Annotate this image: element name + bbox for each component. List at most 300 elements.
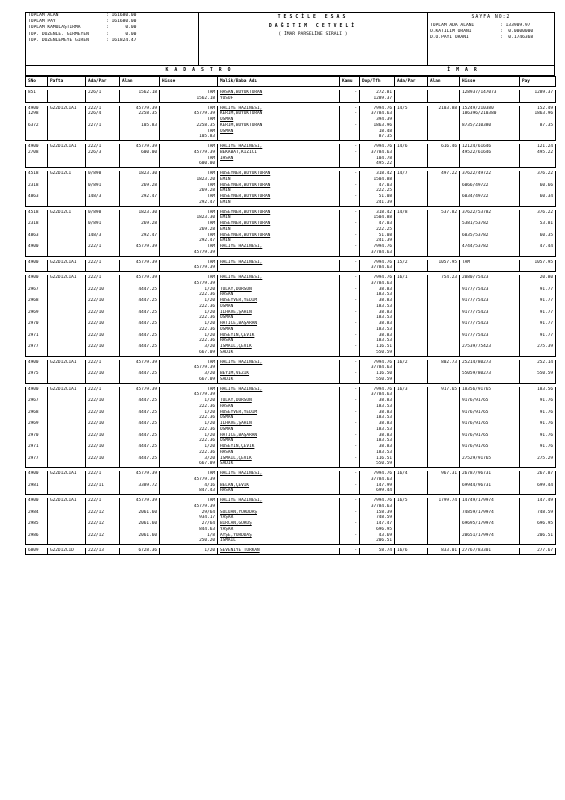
table-cell: OSMAN [218,415,340,421]
table-cell: KERİM,BÜYÜKTURAN [218,123,340,129]
table-cell: 16/3 [395,387,428,393]
table-cell: 27539/75423 [460,344,520,350]
header-label: TOPLAM ALAN [28,13,59,18]
table-cell: HALİYE HAZİNESİ, [218,387,340,393]
table-cell: - [340,183,360,189]
table-cell: - [340,275,360,281]
table-cell: 45779.39 [120,144,160,150]
table-cell: 45779.39 [120,471,160,477]
table-cell: G22D12C1 [48,171,86,177]
table-cell: 2258.35 [120,111,160,117]
table-cell: 2969 [26,421,48,427]
table-cell: 16/5 [395,498,428,504]
table-cell: 222.36 [160,292,218,298]
table-cell: 38.83 [360,444,395,450]
table-cell: 91.76 [520,444,556,450]
table-cell: 7994.76 [360,244,395,250]
table-cell: 16/1 [395,275,428,281]
table-cell: HÜSEYİN,ÇEVİK [218,444,340,450]
table-cell: HÜSEYNER,BÜYÜKTURAN [218,194,340,200]
table-cell: 600.00 [160,161,218,167]
table-cell: OSMAN [218,315,340,321]
table-cell: 550.59 [360,377,395,383]
table-cell: TÜLAY,DURSUN [218,287,340,293]
table-cell: - [340,510,360,516]
table-cell: 222/10 [86,410,120,416]
table-cell: HÜSEYNER,BÜYÜKTURAN [218,221,340,227]
column-header: Ada/Par [395,77,428,87]
column-header: Dop/Tfh [360,77,395,87]
table-cell: İSMAİL [218,538,340,544]
table-cell: 186396/210380 [460,111,520,117]
table-cell: 37622/49722 [460,171,520,177]
table-cell: 227/1 [86,123,120,129]
table-cell: 1863.96 [520,111,556,117]
table-cell: 376.22 [520,171,556,177]
table-cell: EMİN [218,200,340,206]
table-cell: HATİCE,BAŞARAN [218,433,340,439]
table-cell: 26787/96731 [460,471,520,477]
table-cell: 1/20 [160,287,218,293]
table-cell: 2061.60 [120,533,160,539]
table-cell: - [340,244,360,250]
table-cell: 4447.25 [120,398,160,404]
table-cell: HÜSEYVER,YEDİM [218,410,340,416]
table-cell: 7994.76 [360,498,395,504]
table-cell: 318.42 [360,171,395,177]
table-cell: 55059/80273 [460,371,520,377]
table-cell: 91.77 [520,287,556,293]
table-cell: 222/10 [86,321,120,327]
table-cell: 105.83 [160,134,218,140]
header-label: TOPLAM KAMULAŞTIRMA [28,25,81,31]
table-cell: 45779.39 [160,477,218,483]
table-cell: EMİN [218,227,340,233]
table-cell: 37784.63 [360,265,395,271]
header-value: : 161824.47 [106,37,137,43]
table-cell: 183.53 [360,304,395,310]
table-cell: 748.59 [360,515,395,521]
table-cell: - [340,433,360,439]
table-cell: - [340,456,360,462]
table-cell: HALİYE HAZİNESİ, [218,360,340,366]
table-cell: 4900 [26,387,48,393]
column-header: Alan [120,77,160,87]
table-cell: 9177/75423 [460,298,520,304]
table-cell: 183.56 [520,387,556,393]
band-kadastro: KADASTRO [165,68,237,73]
table-cell: HÜSEYNER,BÜYÜKTURAN [218,233,340,239]
header-label: TOPLAM ADA ALANI [430,23,475,28]
table-cell: 4447.25 [120,433,160,439]
table-cell: 222/10 [86,421,120,427]
table-cell: 3389.72 [120,483,160,489]
table-cell: HALİYE HAZİNESİ, [218,244,340,250]
table-cell: HALİYE HAZİNESİ, [218,106,340,112]
column-header: Ada/Par [86,77,120,87]
table-cell: 45779.39 [160,365,218,371]
table-cell: 1823.20 [160,177,218,183]
table-cell: - [340,421,360,427]
table-cell: TAM [160,171,218,177]
table-cell: 4447.25 [120,310,160,316]
header-value: : 0.1746368 [500,35,534,41]
table-cell: 91.77 [520,298,556,304]
table-cell: 222/1 [86,144,120,150]
table-cell: 2971 [26,444,48,450]
table-cell: 45779.39 [120,360,160,366]
table-cell: 45779.39 [160,111,218,117]
table-cell: 60.35 [520,233,556,239]
table-cell: 37784.63 [360,281,395,287]
table-cell: 148/3 [86,233,120,239]
table-cell: 1/20 [160,333,218,339]
table-cell: 16/4 [395,471,428,477]
table-cell: 4863 [26,233,48,239]
table-cell: 105.83 [120,123,160,129]
table-cell: 3/20 [160,371,218,377]
table-cell: HATİCE,BAŞARAN [218,321,340,327]
table-cell: HASAN [218,404,340,410]
table-cell: 1823.30 [120,210,160,216]
table-cell: 2968 [26,410,48,416]
table-cell: 1/20 [160,444,218,450]
table-cell: 967.31 [428,471,460,477]
table-cell: 183.53 [360,438,395,444]
table-cell: 7994.76 [360,387,395,393]
table-cell: 60.66 [520,183,556,189]
table-cell: TAM [160,144,218,150]
table-cell: 667.09 [160,461,218,467]
table-cell: 699.44 [520,483,556,489]
table-cell: HÜSEYVER,YEDİM [218,298,340,304]
table-cell: 0/891 [86,183,120,189]
table-cell: 696.95 [520,521,556,527]
table-cell: 14/5 [395,106,428,112]
parcel-group [26,498,556,545]
table-cell: 7994.76 [360,360,395,366]
table-cell: 226/4 [86,111,120,117]
table-cell: 2967 [26,398,48,404]
table-cell: 20.80 [520,275,556,281]
table-cell: 9176/91765 [460,444,520,450]
table-cell: 2318 [26,183,48,189]
table-cell: TAM [160,471,218,477]
table-cell: 844.63 [160,527,218,533]
table-cell: 4447.25 [120,333,160,339]
table-cell: 2318 [26,221,48,227]
table-cell: 269.28 [120,183,160,189]
table-cell: OSMAN [218,129,340,135]
table-cell: 38.83 [360,410,395,416]
table-cell: BELAN,ÇEVİK [218,483,340,489]
table-cell: 69695/179974 [460,521,520,527]
table-cell: 1799.74 [428,498,460,504]
table-cell: 183.53 [360,404,395,410]
table-cell: TAM [160,244,218,250]
table-cell: KERİM,BÜYÜKTURAN [218,111,340,117]
table-cell: - [340,123,360,129]
table-cell: 6809 [26,548,48,554]
table-cell: 147.99 [360,483,395,489]
table-cell: 222.36 [160,415,218,421]
table-cell: 1562.18 [120,90,160,96]
table-cell: 183.53 [360,327,395,333]
table-cell: 495.22 [520,150,556,156]
table-cell: 60.34 [520,194,556,200]
table-cell: 222/10 [86,371,120,377]
table-cell: - [340,444,360,450]
table-cell: - [340,287,360,293]
table-cell: 183.53 [360,292,395,298]
table-cell: - [340,221,360,227]
table-cell: 833.01 [428,548,460,554]
table-cell: 1/20 [160,310,218,316]
table-cell: 4900 [26,106,48,112]
table-cell: G22D12C1A1 [48,387,86,393]
table-cell: 49522/61646 [460,150,520,156]
table-cell: 1/20 [160,548,218,554]
table-cell: 158.39 [360,510,395,516]
table-cell: 45779.39 [160,504,218,510]
table-cell: 754.23 [428,275,460,281]
table-cell: - [340,410,360,416]
table-cell: 7994.76 [360,275,395,281]
table-cell: TAM [160,210,218,216]
table-cell: 1562.18 [160,96,218,102]
table-cell: 91.76 [520,433,556,439]
table-cell: - [340,210,360,216]
table-cell: 318.42 [360,210,395,216]
table-cell: 1/20 [160,433,218,439]
table-cell: 148/3 [86,194,120,200]
table-cell: TAM [160,360,218,366]
table-cell: 15/2 [395,260,428,266]
table-cell: 116.51 [360,344,395,350]
table-cell: 152.49 [520,106,556,112]
table-cell: G22D12C1A1 [48,260,86,266]
table-cell: HALİYE HAZİNESİ, [218,144,340,150]
table-cell: 241.39 [360,238,395,244]
column-header: Hisse [460,77,520,87]
table-cell: HALİYE HAZİNESİ, [218,275,340,281]
table-cell: 29/64 [160,510,218,516]
document-header [25,12,555,66]
table-cell: 222/10 [86,333,120,339]
table-cell: 2968 [26,298,48,304]
table-cell: EMİN [218,215,340,221]
table-cell: 292.47 [120,194,160,200]
table-cell: 51.08 [360,233,395,239]
table-cell: 222.36 [160,450,218,456]
table-cell: 1289.37 [360,96,395,102]
table-cell: TAM [460,260,520,266]
table-cell: 9176/91765 [460,433,520,439]
header-label: TOP. DÜZENLEMEYE GİREN [28,37,89,43]
table-cell: 222/1 [86,106,120,112]
parcel-group [26,471,556,495]
table-cell: 45779.39 [160,150,218,156]
table-cell: 91.76 [520,410,556,416]
table-cell: 183.53 [360,415,395,421]
parcel-group [26,360,556,384]
table-cell: 183.53 [360,450,395,456]
table-cell: 4900 [26,144,48,150]
table-cell: 9177/75423 [460,333,520,339]
table-cell: 4900 [26,498,48,504]
table-cell: 45779.39 [160,265,218,271]
table-cell: - [340,387,360,393]
table-cell: HASAN [218,450,340,456]
table-cell: 1504.88 [360,177,395,183]
table-cell: 269.28 [120,221,160,227]
table-cell: HALİYE HAZİNESİ, [218,471,340,477]
table-cell: 14/7 [395,171,428,177]
table-cell: 292.47 [120,233,160,239]
table-cell: 91.77 [520,333,556,339]
table-cell: 6372 [26,123,48,129]
table-cell: 6035/53782 [460,233,520,239]
table-cell: - [340,171,360,177]
table-cell: 1289.37 [520,90,556,96]
table-cell: 16/6 [395,548,428,554]
table-cell: 116.50 [360,371,395,377]
header-value: : 0.00 [106,25,137,31]
table-cell: - [340,360,360,366]
table-cell: 2258.35 [160,123,218,129]
table-cell: 9177/75423 [460,321,520,327]
table-cell: TAM [160,260,218,266]
table-cell: 18356/91765 [460,387,520,393]
table-cell: 1/20 [160,421,218,427]
table-cell: 2969 [26,310,48,316]
table-cell: - [340,233,360,239]
table-cell: 38.83 [360,298,395,304]
table-cell: 183.53 [360,338,395,344]
table-cell: 7994.76 [360,471,395,477]
table-cell: 4447.25 [120,371,160,377]
table-cell: 38.83 [360,398,395,404]
parcel-group [26,275,556,356]
table-cell: 4518 [26,210,48,216]
column-header: Kamu [340,77,360,87]
table-cell: 497.22 [428,171,460,177]
table-cell: 87.35 [520,123,556,129]
table-cell: 47.03 [360,183,395,189]
table-cell: 37784.63 [360,392,395,398]
table-cell: 2970 [26,433,48,439]
table-cell: BEKABAT,KIZICI [218,150,340,156]
table-cell: TÜLAY,DURSUN [218,398,340,404]
table-cell: 222/1 [86,260,120,266]
table-cell: 550.59 [360,461,395,467]
table-cell: TAM [160,275,218,281]
header-value: : 0.0000000 [500,29,534,35]
table-cell: 222/10 [86,344,120,350]
table-cell: 9176/91765 [460,398,520,404]
section-band [25,66,555,76]
table-cell: 550.59 [520,371,556,377]
table-cell: 45779.39 [120,498,160,504]
table-cell: 2061.60 [120,521,160,527]
parcel-group [26,106,556,141]
table-cell: G22D12C1A1 [48,360,86,366]
header-label: TOP. DÜZENLE. GİRMEYEN [28,31,89,37]
table-cell: 183.53 [360,315,395,321]
table-cell: 37784.63 [360,504,395,510]
table-cell: 4/16 [160,483,218,489]
table-cell: TAM [160,90,218,96]
table-cell: 667.09 [160,377,218,383]
table-cell: 116.51 [360,456,395,462]
table-cell: 9177/75423 [460,287,520,293]
table-cell: - [340,548,360,554]
table-cell: 45779.39 [120,275,160,281]
distribution-table [25,76,556,555]
header-value: : 0.00 [106,31,137,37]
table-cell: 128937/147073 [460,90,520,96]
table-cell: HALİYE HAZİNESİ, [218,260,340,266]
parcel-group [26,260,556,272]
table-cell: 91.77 [520,310,556,316]
table-cell: 1/20 [160,298,218,304]
table-cell: 748.59 [520,510,556,516]
parcel-group [26,171,556,206]
title-block [199,13,428,65]
table-cell: 37622/53782 [460,210,520,216]
header-label: TOPLAM PAY [28,19,56,25]
table-cell: OSMAN [218,427,340,433]
table-cell: OSMAN [218,327,340,333]
table-cell: 6034/49722 [460,194,520,200]
table-cell: 4447.25 [120,298,160,304]
table-cell: 4447.25 [120,410,160,416]
table-cell: 2984 [26,510,48,516]
table-cell: 222/1 [86,471,120,477]
table-cell: 14/8 [395,210,428,216]
table-cell: 2967 [26,287,48,293]
table-cell: 38.83 [360,421,395,427]
table-cell: YUSUF [218,96,340,102]
table-cell: OSMAN [218,304,340,310]
table-cell: 8735/210380 [460,123,520,129]
table-cell: - [340,333,360,339]
page-number: SAYFA NO:2 [471,15,511,20]
table-cell: 25214/80273 [460,360,520,366]
table-cell: G22D12C1A1 [48,471,86,477]
table-cell: - [340,90,360,96]
table-cell: TAM [160,221,218,227]
table-cell: HÜSEYNER,BÜYÜKTURAN [218,183,340,189]
table-cell: 4447.25 [120,421,160,427]
table-cell: TAM [160,194,218,200]
table-cell: - [340,194,360,200]
header-value: : 161680.00 [106,13,137,18]
header-row [26,77,556,87]
table-cell: - [340,321,360,327]
table-cell: 222/10 [86,287,120,293]
table-cell: 275.29 [520,456,556,462]
table-cell: 550.59 [360,350,395,356]
table-cell: 222.36 [160,315,218,321]
table-cell: 4447.25 [120,321,160,327]
table-cell: 58.74 [360,548,395,554]
table-cell: 1504.88 [360,215,395,221]
table-cell: 1/20 [160,410,218,416]
table-cell: TAM [160,106,218,112]
table-cell: 38.83 [360,287,395,293]
parcel-group [26,387,556,468]
